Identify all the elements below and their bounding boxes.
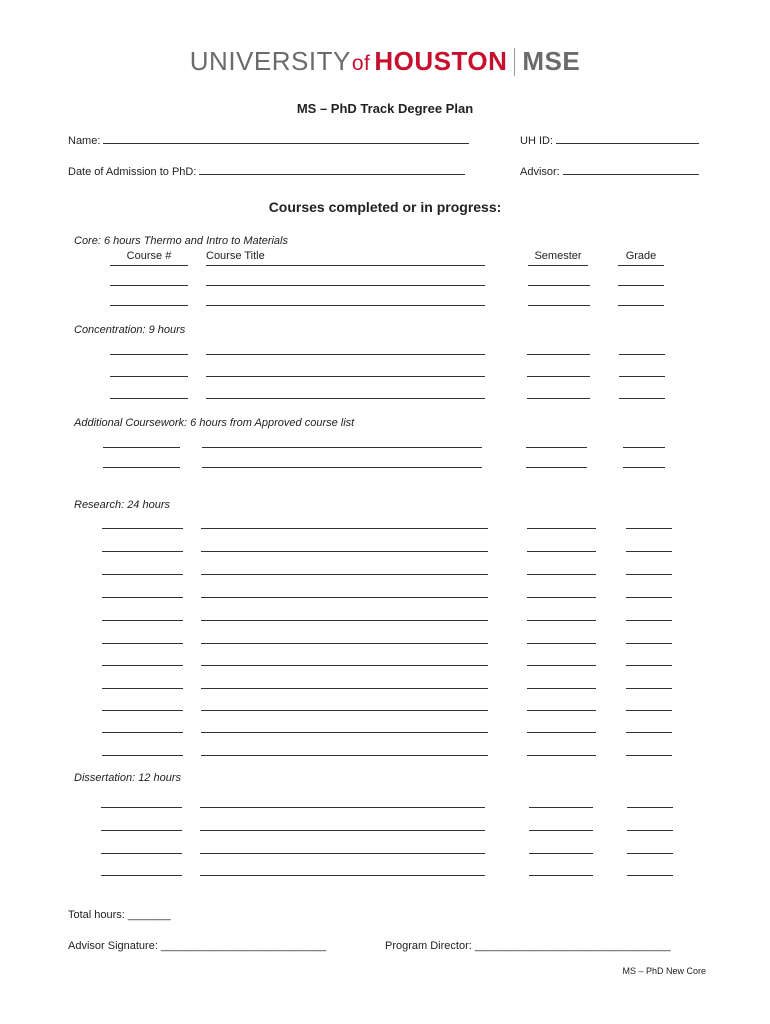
footer-note: MS – PhD New Core xyxy=(622,966,706,976)
header-course-number-underline[interactable] xyxy=(110,265,188,266)
course-title-line[interactable] xyxy=(201,710,488,711)
section-title: Courses completed or in progress: xyxy=(268,199,502,215)
name-blank[interactable] xyxy=(103,134,469,144)
course-title-line[interactable] xyxy=(201,528,488,529)
advisor-signature-field[interactable]: Advisor Signature: ___________________________ xyxy=(68,940,327,952)
course-title-line[interactable] xyxy=(201,755,488,756)
grade-line[interactable] xyxy=(626,597,672,598)
semester-line[interactable] xyxy=(529,830,593,831)
logo-divider xyxy=(514,48,515,76)
grade-line[interactable] xyxy=(619,376,665,377)
grade-line[interactable] xyxy=(627,830,673,831)
course-title-line[interactable] xyxy=(201,574,488,575)
uhid-blank[interactable] xyxy=(556,134,699,144)
course-title-line[interactable] xyxy=(201,620,488,621)
course-number-line[interactable] xyxy=(102,665,183,666)
grade-line[interactable] xyxy=(623,447,665,448)
course-number-line[interactable] xyxy=(110,354,188,355)
header-course-title: Course Title xyxy=(206,250,265,262)
course-number-line[interactable] xyxy=(102,620,183,621)
semester-line[interactable] xyxy=(526,467,587,468)
course-number-line[interactable] xyxy=(103,447,180,448)
course-title-line[interactable] xyxy=(201,597,488,598)
course-title-line[interactable] xyxy=(201,665,488,666)
course-number-line[interactable] xyxy=(102,597,183,598)
course-number-line[interactable] xyxy=(110,398,188,399)
grade-line[interactable] xyxy=(626,643,672,644)
semester-line[interactable] xyxy=(527,551,596,552)
semester-line[interactable] xyxy=(529,807,593,808)
semester-line[interactable] xyxy=(526,447,587,448)
course-title-line[interactable] xyxy=(206,398,485,399)
semester-line[interactable] xyxy=(527,755,596,756)
course-title-line[interactable] xyxy=(201,688,488,689)
uhid-field[interactable] xyxy=(520,134,699,147)
course-number-line[interactable] xyxy=(102,755,183,756)
grade-line[interactable] xyxy=(626,732,672,733)
advisor-label: Advisor: xyxy=(520,166,560,178)
name-field[interactable] xyxy=(68,134,469,147)
course-number-line[interactable] xyxy=(110,305,188,306)
logo-mse-text: MSE xyxy=(522,46,581,76)
grade-line[interactable] xyxy=(626,574,672,575)
total-hours-field[interactable]: Total hours: _______ xyxy=(68,909,171,921)
grade-line[interactable] xyxy=(623,467,665,468)
logo-university-text: UNIVERSITY xyxy=(189,46,351,76)
semester-line[interactable] xyxy=(527,574,596,575)
course-number-line[interactable] xyxy=(103,467,180,468)
header-grade: Grade xyxy=(625,250,657,262)
grade-line[interactable] xyxy=(626,710,672,711)
grade-line[interactable] xyxy=(626,665,672,666)
grade-line[interactable] xyxy=(626,528,672,529)
course-number-line[interactable] xyxy=(110,285,188,286)
course-number-line[interactable] xyxy=(102,551,183,552)
course-number-line[interactable] xyxy=(101,853,182,854)
header-course-title-underline[interactable] xyxy=(206,265,485,266)
logo-houston-text: HOUSTON xyxy=(374,46,508,76)
grade-line[interactable] xyxy=(619,354,665,355)
course-title-line[interactable] xyxy=(202,447,482,448)
header-semester-underline[interactable] xyxy=(528,265,588,266)
header-course-number: Course # xyxy=(126,250,172,262)
semester-line[interactable] xyxy=(529,853,593,854)
semester-line[interactable] xyxy=(527,376,590,377)
course-title-line[interactable] xyxy=(206,354,485,355)
category-core: Core: 6 hours Thermo and Intro to Materials xyxy=(74,235,288,247)
university-logo xyxy=(0,46,770,77)
grade-line[interactable] xyxy=(626,551,672,552)
category-dissertation: Dissertation: 12 hours xyxy=(74,772,181,784)
course-title-line[interactable] xyxy=(201,643,488,644)
course-title-line[interactable] xyxy=(206,376,485,377)
grade-line[interactable] xyxy=(627,875,673,876)
semester-line[interactable] xyxy=(528,285,590,286)
semester-line[interactable] xyxy=(527,665,596,666)
course-number-line[interactable] xyxy=(102,688,183,689)
grade-line[interactable] xyxy=(618,285,664,286)
course-number-line[interactable] xyxy=(101,875,182,876)
grade-line[interactable] xyxy=(618,305,664,306)
course-title-line[interactable] xyxy=(202,467,482,468)
logo-of-text: of xyxy=(351,52,371,75)
admission-blank[interactable] xyxy=(199,165,465,175)
admission-label: Date of Admission to PhD: xyxy=(68,166,197,178)
course-number-line[interactable] xyxy=(102,710,183,711)
program-director-field[interactable]: Program Director: ________________________________ xyxy=(385,940,671,952)
course-title-line[interactable] xyxy=(200,830,485,831)
grade-line[interactable] xyxy=(626,688,672,689)
header-grade-underline[interactable] xyxy=(618,265,664,266)
course-title-line[interactable] xyxy=(201,732,488,733)
semester-line[interactable] xyxy=(527,354,590,355)
category-research: Research: 24 hours xyxy=(74,499,170,511)
header-semester: Semester xyxy=(534,250,582,262)
page-title: MS – PhD Track Degree Plan xyxy=(296,101,474,116)
course-title-line[interactable] xyxy=(200,875,485,876)
course-number-line[interactable] xyxy=(101,830,182,831)
advisor-field[interactable] xyxy=(520,165,699,178)
semester-line[interactable] xyxy=(527,620,596,621)
course-title-line[interactable] xyxy=(201,551,488,552)
name-label: Name: xyxy=(68,135,101,147)
course-number-line[interactable] xyxy=(102,643,183,644)
course-number-line[interactable] xyxy=(101,807,182,808)
category-concentration: Concentration: 9 hours xyxy=(74,324,186,336)
grade-line[interactable] xyxy=(627,853,673,854)
course-title-line[interactable] xyxy=(200,807,485,808)
grade-line[interactable] xyxy=(627,807,673,808)
semester-line[interactable] xyxy=(527,710,596,711)
semester-line[interactable] xyxy=(527,597,596,598)
grade-line[interactable] xyxy=(626,620,672,621)
course-number-line[interactable] xyxy=(102,528,183,529)
course-title-line[interactable] xyxy=(200,853,485,854)
semester-line[interactable] xyxy=(527,643,596,644)
advisor-blank[interactable] xyxy=(563,165,699,175)
grade-line[interactable] xyxy=(619,398,665,399)
semester-line[interactable] xyxy=(527,528,596,529)
uhid-label: UH ID: xyxy=(520,135,553,147)
course-number-line[interactable] xyxy=(102,732,183,733)
semester-line[interactable] xyxy=(529,875,593,876)
course-title-line[interactable] xyxy=(206,305,485,306)
semester-line[interactable] xyxy=(528,305,590,306)
grade-line[interactable] xyxy=(626,755,672,756)
admission-field[interactable] xyxy=(68,165,465,178)
course-number-line[interactable] xyxy=(110,376,188,377)
category-additional: Additional Coursework: 6 hours from Approved course list xyxy=(74,417,355,429)
course-title-line[interactable] xyxy=(206,285,485,286)
course-number-line[interactable] xyxy=(102,574,183,575)
semester-line[interactable] xyxy=(527,688,596,689)
semester-line[interactable] xyxy=(527,732,596,733)
semester-line[interactable] xyxy=(527,398,590,399)
